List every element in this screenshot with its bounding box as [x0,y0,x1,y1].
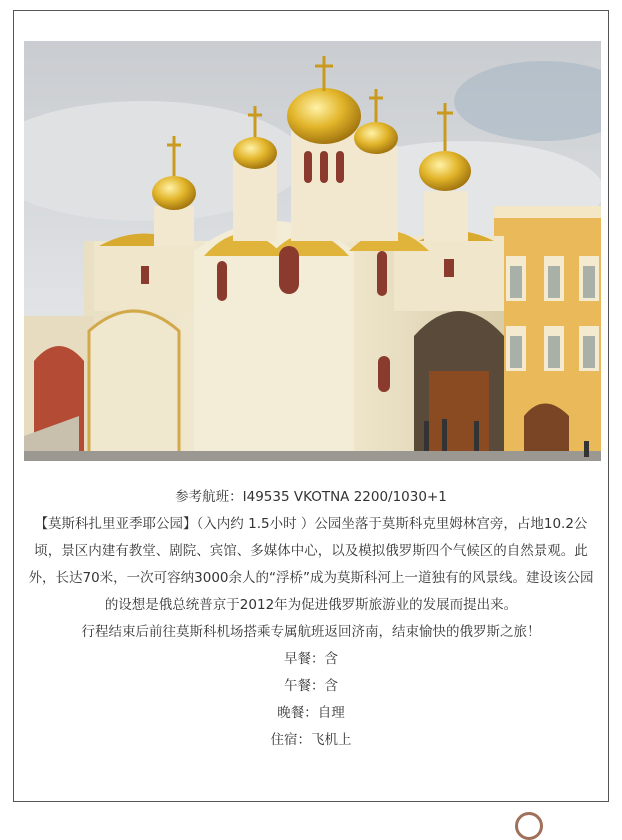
meal-breakfast: 早餐：含 [284,651,338,667]
meal-lunch: 午餐：含 [284,678,338,694]
return-trip-note: 行程结束后前往莫斯科机场搭乘专属航班返回济南，结束愉快的俄罗斯之旅！ [81,624,541,640]
meal-dinner: 晚餐：自理 [277,705,345,721]
itinerary-text [22,484,600,754]
park-description: 【莫斯科扎里亚季耶公园】（入内约 1.5小时 ）公园坐落于莫斯科克里姆林宫旁，占地10.2公顷，景区内建有教堂、剧院、宾馆、多媒体中心，以及模拟俄罗斯四个气候区的自然景观。此外，长达70米，一次可容纳3000余人的“浮桥”成为莫斯科河上一道独有的风景线。建设该公园的设想是俄总统普京于2012年为促进俄罗斯旅游业的发展而提出来。 [28,516,594,613]
decorative-circle-icon [515,812,543,840]
lodging-info: 住宿：飞机上 [270,732,352,748]
cathedral-photo [24,41,601,461]
flight-reference: 参考航班：I49535 VKOTNA 2200/1030+1 [175,489,447,505]
content-card [13,10,609,802]
